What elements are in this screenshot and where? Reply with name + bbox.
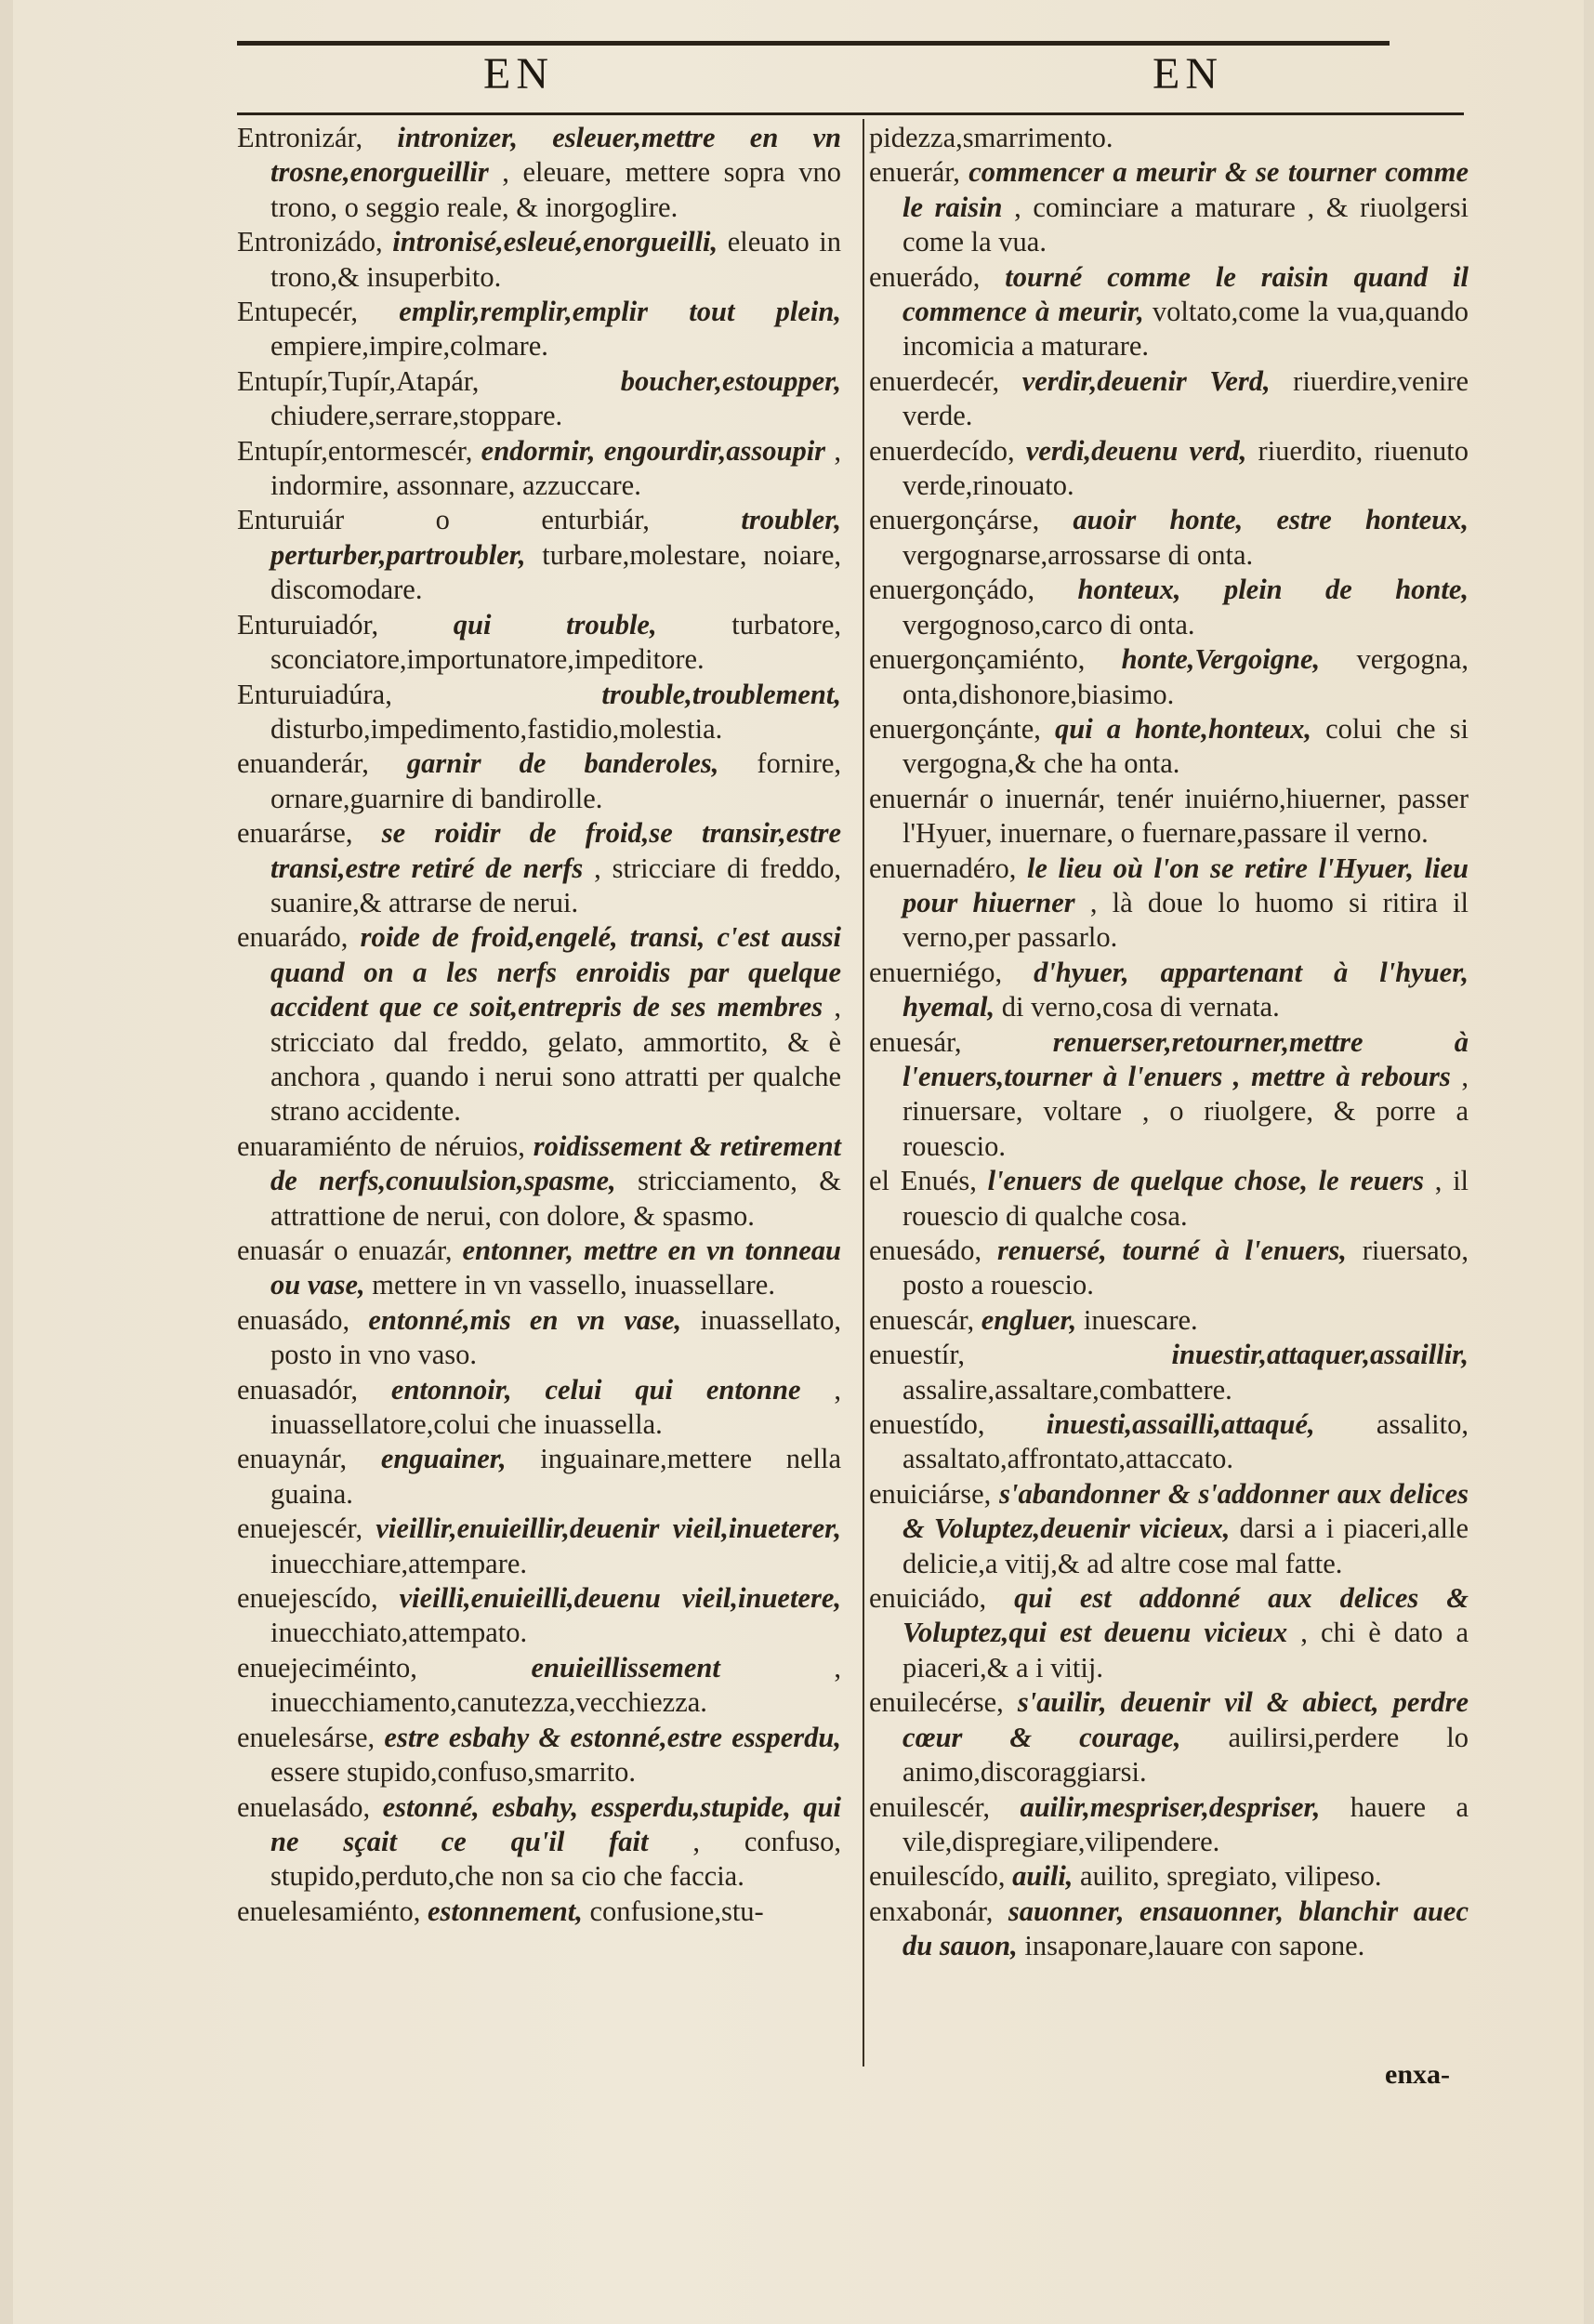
headword: enuernadéro, [869,852,1017,884]
headword: enuergonçárse, [869,504,1040,536]
french-gloss: honte,Vergoigne, [1121,643,1321,676]
headword: enuejescído, [237,1582,378,1615]
french-gloss: honteux, plein de honte, [1077,574,1469,606]
italian-gloss: hauere a vile,dispregiare,vilipendere. [902,1790,1469,1857]
headword: enuelasádo, [237,1790,371,1823]
headword: enuerdecído, [869,434,1015,467]
headword: enuarádo, [237,921,349,954]
headword: enxabonár, [869,1895,994,1927]
dictionary-entry [237,225,841,295]
dictionary-entry [869,1025,1469,1165]
headword: enuelesárse, [237,1721,375,1753]
dictionary-entry [869,1338,1469,1407]
french-gloss: intronizer, esleuer,mettre en vn trosne,enorgueillir [270,122,842,189]
italian-gloss: riuerdito, riuenuto verde,rinouato. [902,434,1469,502]
dictionary-entry [237,1512,841,1581]
french-gloss: l'enuers de quelque chose, le reuers [987,1165,1425,1197]
italian-gloss: vergognoso,carco di onta. [902,608,1195,640]
dictionary-entry [237,920,841,1129]
running-head-left: EN [483,49,554,99]
top-rule [237,41,1390,46]
italian-gloss: , inuecchiamento,canutezza,vecchiezza. [270,1651,841,1719]
headword: Entupír,entormescér, [237,434,473,467]
italian-gloss: inuassellato, posto in vno vaso. [270,1303,842,1371]
italian-gloss: empiere,impire,colmare. [270,330,548,363]
headword: enuestír, [869,1339,965,1371]
headword: Entupecér, [237,296,359,328]
dictionary-entry [237,608,841,678]
dictionary-entry [237,1129,841,1234]
headword: enuergonçamiénto, [869,643,1086,676]
french-gloss: inuestir,attaquer,assaillir, [1171,1339,1469,1371]
catchword: enxa- [1385,2059,1450,2090]
headword: enuarárse, [237,817,353,850]
italian-gloss: , stricciare di freddo, suanire,& attrarse de nerui. [270,852,841,918]
italian-gloss: chiudere,serrare,stoppare. [270,400,563,432]
french-gloss: vieillir,enuieillir,deuenir vieil,inueterer, [375,1512,841,1545]
headword: enuergonçánte, [869,712,1041,745]
italian-gloss: voltato,come la vua,quando incomicia a maturare. [902,296,1469,363]
dictionary-entry [869,956,1469,1025]
french-gloss: troubler, perturber,partroubler, [270,504,842,571]
headword: enuilecérse, [869,1686,1004,1719]
headword: enuesár, [869,1025,962,1058]
italian-gloss: mettere in vn vassello, inuassellare. [372,1269,775,1301]
italian-gloss: , eleuare, mettere sopra vno trono, o seggio reale, & inorgoglire. [270,156,841,223]
dictionary-entry [869,1581,1469,1685]
italian-gloss: assalito, assaltato,affrontato,attaccato. [902,1408,1469,1475]
italian-gloss: riuerdire,venire verde. [902,364,1469,432]
french-gloss: vieilli,enuieilli,deuenu vieil,inuetere, [399,1582,841,1615]
dictionary-entry [869,121,1469,155]
dictionary-entry [237,746,841,816]
headword: enuanderár, [237,747,369,780]
headword: enuaramiénto de néruios, [237,1129,525,1162]
french-gloss: renuersé, tourné à l'enuers, [996,1235,1347,1266]
headword: enuesádo, [869,1235,982,1266]
french-gloss: intronisé,esleué,enorgueilli, [392,226,718,258]
french-gloss: entonnoir, celui qui entonne [390,1373,801,1406]
dictionary-entry [237,364,841,434]
headword: enuilescér, [869,1790,991,1823]
french-gloss: estre esbahy & estonné,estre essperdu, [384,1721,842,1753]
dictionary-entry [237,1234,841,1303]
dictionary-entry [237,678,841,747]
dictionary-entry [869,1895,1469,1964]
dictionary-entry [237,1790,841,1895]
headword: enuejescér, [237,1512,363,1545]
french-gloss: le lieu où l'on se retire l'Hyuer, lieu pour hiuerner [902,852,1469,918]
italian-gloss: disturbo,impedimento,fastidio,molestia. [270,712,723,745]
dictionary-entry [869,1790,1469,1860]
headword: enuerár, [869,156,960,189]
french-gloss: verdir,deuenir Verd, [1021,364,1271,397]
italian-gloss: , chi è dato a piaceri,& a i vitij. [902,1617,1469,1684]
french-gloss: sauonner, ensauonner, blanchir auec du sauon, [902,1895,1469,1962]
french-gloss: garnir de banderoles, [406,747,719,780]
french-gloss: qui a honte,honteux, [1055,712,1312,745]
dictionary-entry [869,1303,1469,1338]
headword: Enturuiadúra, [237,678,392,710]
french-gloss: endormir, engourdir,assoupir [481,434,826,467]
dictionary-entry [869,642,1469,712]
french-gloss: engluer, [981,1303,1077,1336]
dictionary-entry [869,573,1469,642]
italian-gloss: essere stupido,confuso,smarrito. [270,1756,637,1789]
italian-gloss: , cominciare a maturare , & riuolgersi come la vua. [902,191,1469,258]
dictionary-entry [237,121,841,225]
headword: enuejeciméinto, [237,1651,417,1684]
dictionary-entry [237,1373,841,1443]
headword: el Enués, [869,1165,977,1197]
italian-gloss: inguainare,mettere nella guaina. [270,1443,842,1510]
dictionary-entry [237,1721,841,1790]
italian-gloss: confusione,stu- [589,1895,764,1927]
dictionary-entry [237,503,841,607]
dictionary-entry [237,816,841,920]
italian-gloss: inuecchiare,attempare. [270,1547,528,1579]
french-gloss: inuesti,assailli,attaqué, [1046,1408,1315,1441]
dictionary-entry [869,434,1469,504]
italian-gloss: turbare,molestare, noiare, discomodare. [270,538,841,606]
dictionary-entry [869,503,1469,573]
italian-gloss: stricciamento, & attrattione de nerui, con dolore, & spasmo. [270,1165,841,1232]
french-gloss: tourné comme le raisin quand il commence à meurir, [902,260,1469,328]
headword: Entronizár, [237,122,363,153]
dictionary-entry [869,1477,1469,1581]
french-gloss: enguainer, [380,1443,507,1475]
french-gloss: d'hyuer, appartenant à l'hyuer, hyemal, [902,956,1469,1023]
dictionary-entry [869,712,1469,782]
left-column [237,121,841,1929]
french-gloss: renuerser,retourner,mettre à l'enuers,tourner à l'enuers , mettre à rebours [902,1025,1469,1092]
dictionary-entry [869,1234,1469,1303]
headword: Entupír,Tupír,Atapár, [237,364,480,397]
headword: enuiciárse, [869,1477,992,1510]
headword: enuerádo, [869,260,981,293]
french-gloss: qui est addonné aux delices & Voluptez,qui est deuenu vicieux [902,1582,1469,1649]
french-gloss: trouble,troublement, [601,678,841,710]
headword: enuerdecér, [869,364,1000,397]
italian-gloss: insaponare,lauare con sapone. [1024,1930,1365,1962]
headword: Enturuiadór, [237,608,379,640]
french-gloss: qui trouble, [453,608,657,640]
italian-gloss: di verno,cosa di vernata. [1001,991,1280,1023]
italian-gloss: tenér inuiérno,hiuerner, passer l'Hyuer, inuernare, o fuernare,passare il verno. [902,782,1469,850]
dictionary-entry [237,1581,841,1651]
headword: Enturuiár o enturbiár, [237,504,650,536]
italian-gloss: inuecchiato,attempato. [270,1617,528,1649]
italian-gloss: vergogna, onta,dishonore,biasimo. [902,643,1469,710]
italian-gloss: , il rouescio di qualche cosa. [902,1165,1469,1232]
french-gloss: auoir honte, estre honteux, [1073,504,1469,536]
french-gloss: estonné, esbahy, essperdu,stupide, qui ne sçait ce qu'il fait [270,1790,841,1857]
dictionary-entry [237,1303,841,1373]
italian-gloss: colui che si vergogna,& che ha onta. [902,712,1469,780]
french-gloss: roidissement & retirement de nerfs,conuulsion,spasme, [270,1129,842,1197]
french-gloss: auili, [1012,1860,1074,1893]
dictionary-entry [869,364,1469,434]
headword: enuasádo, [237,1303,350,1336]
italian-gloss: auilirsi,perdere lo animo,discoraggiarsi. [902,1721,1469,1789]
dictionary-entry [237,434,841,504]
dictionary-entry [869,155,1469,259]
header-rule [237,112,1464,115]
dictionary-entry [869,1685,1469,1789]
headword: enuescár, [869,1303,975,1336]
french-gloss: estonnement, [427,1895,583,1927]
italian-gloss: inuescare. [1083,1303,1198,1336]
headword: enuilescído, [869,1860,1006,1893]
dictionary-entry [869,260,1469,364]
headword: enuerniégo, [869,956,1003,988]
column-divider [863,119,864,2067]
headword: enuelesamiénto, [237,1895,421,1927]
headword: enuiciádo, [869,1582,987,1615]
dictionary-entry [869,782,1469,852]
italian-gloss: fornire, ornare,guarnire di bandirolle. [270,747,842,814]
dictionary-entry [237,1651,841,1721]
dictionary-entry [237,1895,841,1929]
french-gloss: verdi,deuenu verd, [1025,434,1247,467]
running-head-right: EN [1153,49,1223,99]
italian-gloss: eleuato in trono,& insuperbito. [270,226,841,293]
french-gloss: se roidir de froid,se transir,estre transi,estre retiré de nerfs [270,817,842,884]
italian-gloss: pidezza,smarrimento. [869,122,1113,153]
dictionary-entry [869,852,1469,956]
italian-gloss: , stricciato dal freddo, gelato, ammortito, & è anchora , quando i nerui sono attratti per qualche strano accidente. [270,991,841,1128]
french-gloss: roide de froid,engelé, transi, c'est aussi quand on a les nerfs enroidis par quelque accident que ce soit,entrepris de ses membres [270,921,841,1023]
italian-gloss: assalire,assaltare,combattere. [902,1373,1232,1406]
dictionary-entry [869,1164,1469,1234]
french-gloss: commencer a meurir & se tourner comme le raisin [902,156,1469,223]
headword: enuasár o enuazár, [237,1235,453,1266]
right-column [869,121,1469,1964]
italian-gloss: auilito, spregiato, vilipeso. [1080,1860,1382,1893]
french-gloss: s'auilir, deuenir vil & abiect, perdre cœur & courage, [902,1686,1469,1753]
italian-gloss: darsi a i piaceri,alle delicie,a vitij,& ad altre cose mal fatte. [902,1512,1469,1579]
french-gloss: entonner, mettre en vn tonneau ou vase, [270,1235,841,1301]
italian-gloss: turbatore, sconciatore,importunatore,impeditore. [270,608,841,676]
italian-gloss: vergognarse,arrossarse di onta. [902,538,1254,571]
french-gloss: s'abandonner & s'addonner aux delices & Voluptez,deuenir vicieux, [902,1477,1469,1545]
dictionary-entry [237,295,841,364]
headword: enuergonçádo, [869,574,1035,606]
dictionary-entry [869,1407,1469,1477]
dictionary-entry [237,1442,841,1512]
italian-gloss: riuersato, posto a rouescio. [902,1235,1469,1301]
dictionary-entry [869,1859,1469,1894]
italian-gloss: , inuassellatore,colui che inuassella. [270,1373,842,1441]
french-gloss: boucher,estoupper, [620,364,841,397]
italian-gloss: , confuso, stupido,perduto,che non sa cio che faccia. [270,1825,842,1893]
french-gloss: entonné,mis en vn vase, [368,1303,682,1336]
french-gloss: emplir,remplir,emplir tout plein, [399,296,841,328]
italian-gloss: , rinuersare, voltare , o riuolgere, & porre a rouescio. [902,1060,1469,1162]
italian-gloss: , là doue lo huomo si ritira il verno,per passarlo. [902,886,1469,954]
headword: Entronizádo, [237,226,383,258]
french-gloss: enuieillissement [531,1651,720,1684]
italian-gloss: , indormire, assonnare, azzuccare. [270,434,842,502]
headword: enuaynár, [237,1443,348,1475]
headword: enuasadór, [237,1373,359,1406]
headword: enuernár o inuernár, [869,782,1106,814]
french-gloss: auilir,mespriser,despriser, [1020,1790,1321,1823]
headword: enuestído, [869,1408,985,1441]
